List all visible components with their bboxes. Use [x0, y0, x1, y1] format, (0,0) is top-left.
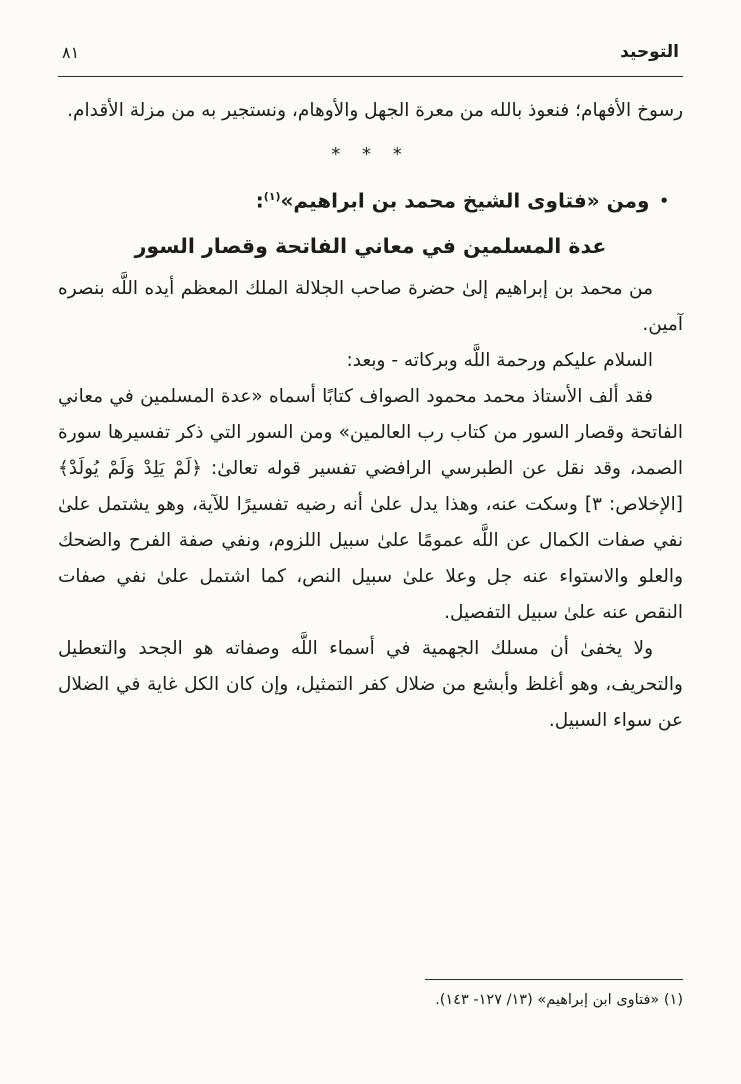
- book-title: التوحيد: [620, 42, 679, 62]
- paragraph-addressee: من محمد بن إبراهيم إلىٰ حضرة صاحب الجلالة الملك المعظم أيده اللَّه بنصره آمين.: [58, 277, 683, 335]
- fatawa-colon: :: [255, 188, 264, 213]
- paragraph-main: فقد ألف الأستاذ محمد محمود الصواف كتابًا أسماه «عدة المسلمين في معاني الفاتحة وقصار السور من كتاب رب العالمين» ومن السور التي ذكر تفسيرها سورة الصمد، وقد نقل عن الطبرسي الرافضي تفسير قوله تعالىٰ: ﴿لَمْ يَلِدْ وَلَمْ يُولَدْ﴾ [الإخلاص: ٣] وسكت عنه، وهذا يدل علىٰ أنه رضيه تفسيرًا للآية، وهو يشتمل علىٰ نفي صفات الكمال عن اللَّه عمومًا علىٰ سبيل اللزوم، ونفي صفة الفرح والضحك والعلو والاستواء عنه جل وعلا علىٰ سبيل النص، كما اشتمل علىٰ نفي صفات النقص عنه علىٰ سبيل التفصيل.: [58, 385, 683, 623]
- footnote-separator: [425, 979, 683, 980]
- header-rule: [58, 76, 683, 77]
- page-number: ٨١: [62, 43, 80, 62]
- section-divider: * * *: [331, 144, 410, 165]
- bullet-icon: •: [659, 191, 669, 210]
- fatawa-title: ومن «فتاوى الشيخ محمد بن ابراهيم»: [280, 188, 650, 213]
- page-header: [58, 42, 683, 62]
- paragraph-conclusion: ولا يخفىٰ أن مسلك الجهمية في أسماء اللَّه وصفاته هو الجحد والتعطيل والتحريف، وهو أغلظ وأبشع من ضلال كفر التمثيل، وإن كان الكل غاية في الضلال عن سواء السبيل.: [58, 637, 683, 731]
- footnote-marker: (١): [263, 190, 281, 203]
- paragraph-greeting: السلام عليكم ورحمة اللَّه وبركاته - وبعد:: [346, 349, 653, 371]
- footnote-text: (١) «فتاوى ابن إبراهيم» (١٣/ ١٢٧- ١٤٣).: [435, 992, 683, 1008]
- fatawa-source-line: [58, 179, 683, 219]
- footnote-area: [58, 979, 683, 1012]
- section-heading: عدة المسلمين في معاني الفاتحة وقصار السور: [134, 233, 607, 258]
- opening-paragraph: رسوخ الأفهام؛ فنعوذ بالله من معرة الجهل والأوهام، ونستجير به من مزلة الأقدام.: [67, 100, 683, 121]
- page-body: [58, 93, 683, 739]
